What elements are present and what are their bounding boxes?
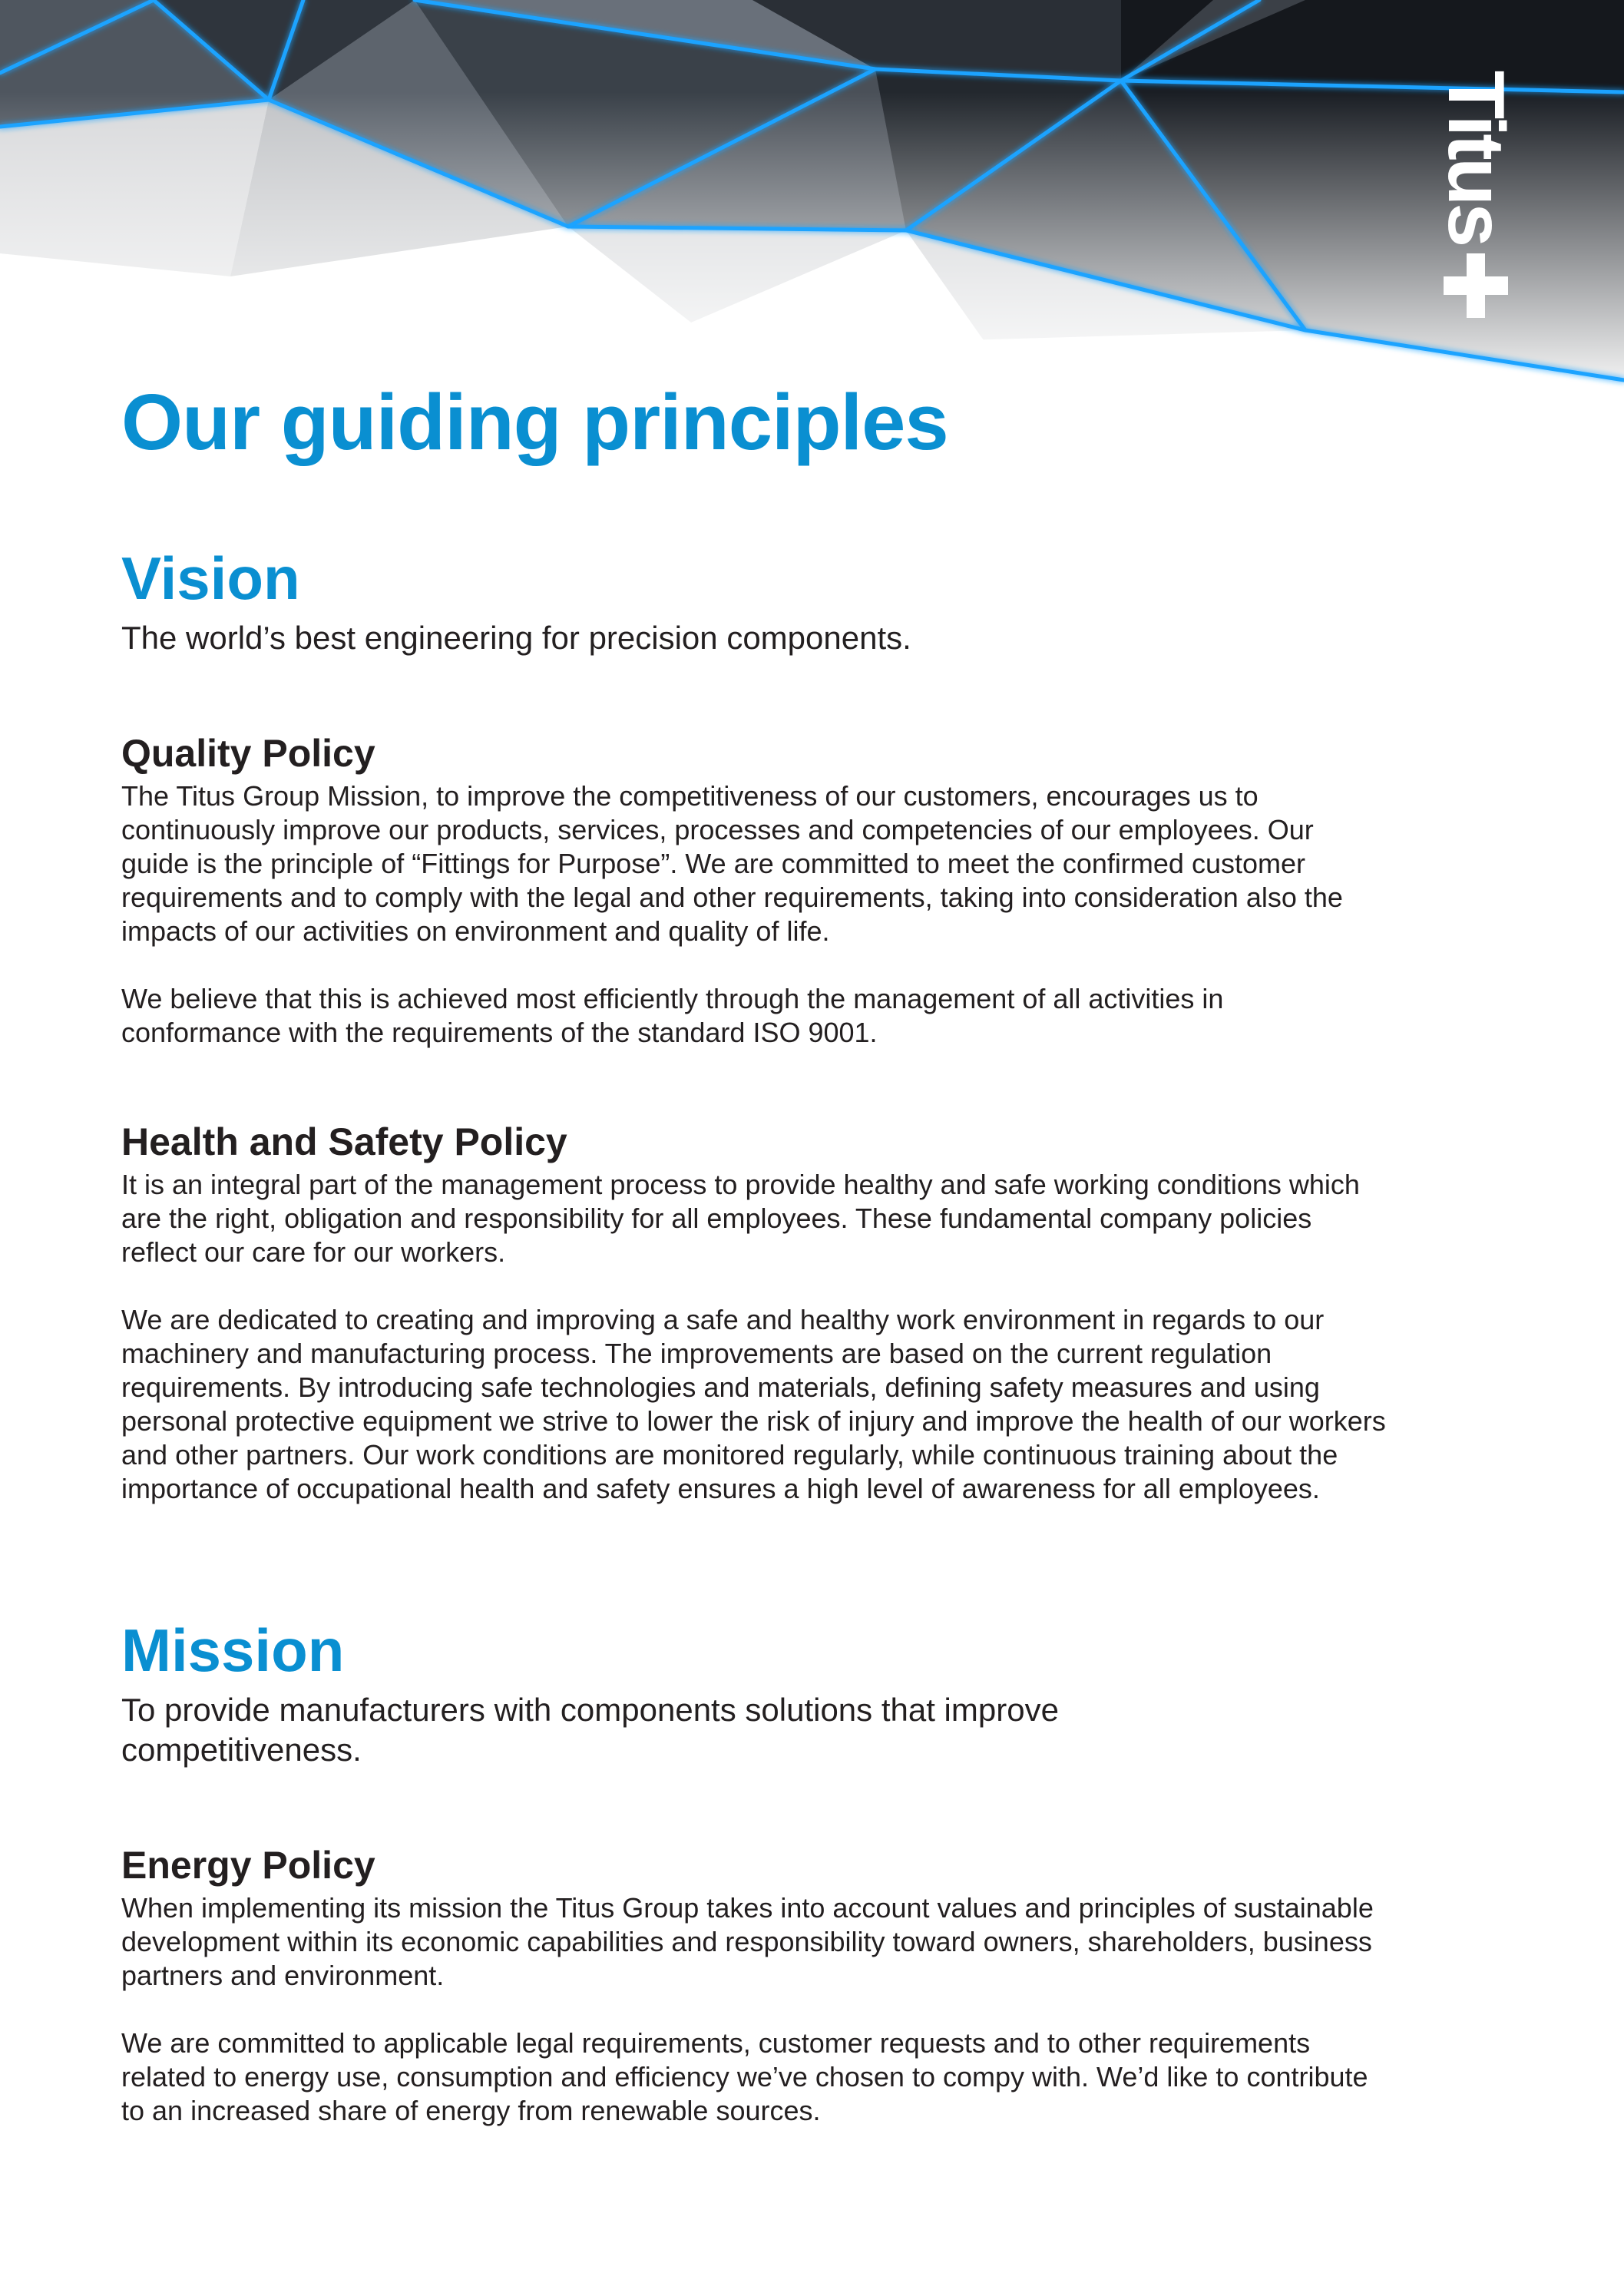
plus-icon (1444, 253, 1508, 318)
health-safety-policy-paragraph: We are dedicated to creating and improving a safe and healthy work environment in regards to our machinery and manufacturing process. The improvements are based on the current regulation requirements. By introducing safe technologies and materials, defining safety measures and using personal protective equipment we strive to lower the risk of injury and improve the health of our workers and other partners. Our work conditions are monitored regularly, while continuous training about the importance of occupational health and safety ensures a high level of awareness for all employees. (121, 1304, 1386, 1504)
energy-policy-paragraph: When implementing its mission the Titus Group takes into account values and principles of sustainable development within its economic capabilities and responsibility toward owners, shareholders, business partners and environment. (121, 1892, 1374, 1991)
health-safety-policy-heading: Health and Safety Policy (121, 1120, 567, 1163)
header-banner (0, 0, 1624, 399)
quality-policy-paragraph: We believe that this is achieved most efficiently through the management of all activities in conformance with the requirements of the standard ISO 9001. (121, 983, 1224, 1048)
logo-wordmark: Titus (1431, 70, 1520, 245)
mission-statement: To provide manufacturers with components solutions that improve competitiveness. (121, 1692, 1059, 1768)
page-title: Our guiding principles (121, 378, 948, 466)
mission-heading: Mission (121, 1616, 345, 1684)
energy-policy-paragraph: We are committed to applicable legal requirements, customer requests and to other requirements related to energy use, consumption and efficiency we’ve chosen to compy with. We’d like to contribute to an increased share of energy from renewable sources. (121, 2027, 1368, 2126)
health-safety-policy-paragraph: It is an integral part of the management process to provide healthy and safe working conditions which are the right, obligation and responsibility for all employees. These fundamental company policies reflect our care for our workers. (121, 1169, 1360, 1268)
quality-policy-paragraph: The Titus Group Mission, to improve the competitiveness of our customers, encourages us to continuously improve our products, services, processes and competencies of our employees. Our guide is the principle of “Fittings for Purpose”. We are committed to meet the confirmed customer requirements and to comply with the legal and other requirements, taking into consideration also the impacts of our activities on environment and quality of life. (121, 780, 1343, 947)
titus-logo (1422, 61, 1530, 315)
main-content (121, 372, 1396, 2128)
vision-heading: Vision (121, 544, 300, 612)
vision-statement: The world’s best engineering for precision components. (121, 620, 911, 656)
quality-policy-heading: Quality Policy (121, 732, 375, 775)
energy-policy-heading: Energy Policy (121, 1844, 375, 1887)
